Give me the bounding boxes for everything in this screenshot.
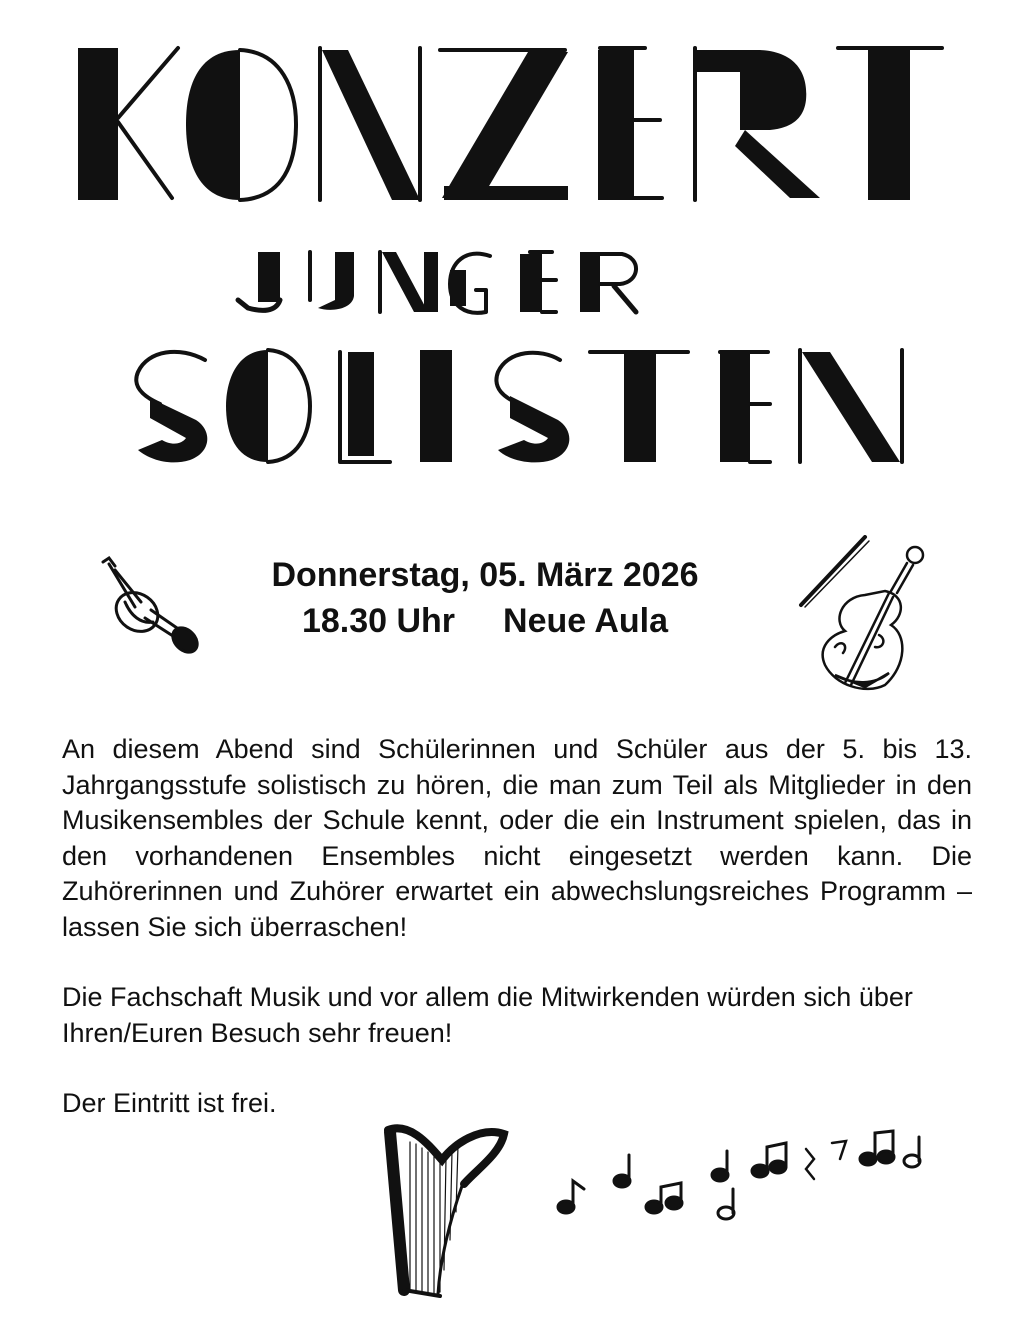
event-details (200, 552, 770, 644)
event-time: 18.30 Uhr (301, 602, 456, 640)
poster-title (0, 0, 1025, 490)
description (62, 732, 972, 1122)
description-paragraph: An diesem Abend sind Schülerinnen und Schüler aus der 5. bis 13. Jahrgangsstufe solistisch zu hören, die man zum Teil als Mitglieder in den Musikensembles der Schule kennt, oder die ein Instrument spielen, das in den vorhandenen Ensembles nicht eingesetzt werden kann. Die Zuhörerinnen und Zuhörer erwartet ein abwechslungsreiches Programm – lassen Sie sich überraschen! (62, 734, 972, 942)
music-notes-icon (550, 1115, 940, 1230)
harp-icon (380, 1120, 515, 1300)
event-date: Donnerstag, 05. März 2026 (271, 556, 699, 594)
event-location: Neue Aula (503, 602, 669, 640)
title-lettering (0, 0, 1025, 490)
trumpet-icon (95, 552, 205, 662)
violin-icon (795, 535, 930, 695)
admission-note: Der Eintritt ist frei. (62, 1088, 277, 1118)
event-time-location (200, 598, 770, 644)
invitation-paragraph: Die Fachschaft Musik und vor allem die Mitwirkenden würden sich über Ihren/Euren Besuch sehr freuen! (62, 982, 913, 1048)
